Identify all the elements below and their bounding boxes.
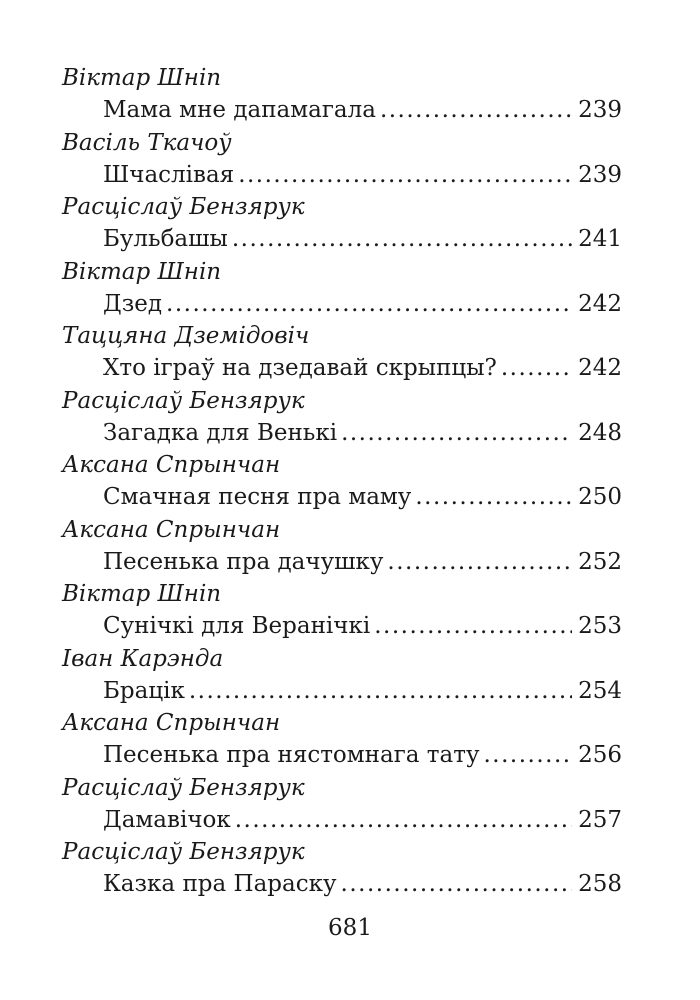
toc-line: [103, 352, 622, 384]
page-number: 681: [328, 915, 372, 941]
dot-leader: [232, 223, 572, 255]
toc-title: Мама мне дапамагала: [103, 97, 376, 123]
toc-page-number: 242: [578, 355, 622, 381]
toc-entry: [62, 127, 622, 192]
toc-author: Таццяна Дземідовіч: [62, 323, 310, 349]
toc-line: [103, 739, 622, 771]
toc-entry: [62, 836, 622, 901]
toc-author: Расціслаў Бензярук: [62, 387, 305, 414]
toc-page-number: 258: [578, 871, 622, 897]
toc-page-number: 254: [578, 677, 622, 704]
toc-entry: [62, 256, 622, 321]
toc-author: Аксана Спрынчан: [62, 452, 281, 478]
toc-page-number: 253: [578, 613, 622, 639]
toc-page-number: 250: [578, 484, 622, 510]
dot-leader: [380, 94, 572, 126]
dot-leader: [189, 675, 572, 707]
toc-title: Сунічкі для Веранічкі: [103, 613, 371, 639]
toc-title: Казка пра Параску: [103, 871, 337, 897]
toc-line: [103, 417, 622, 449]
toc-entry: [62, 320, 622, 385]
toc-author: Віктар Шніп: [62, 581, 222, 607]
toc-author: Віктар Шніп: [62, 258, 222, 285]
toc-title: Смачная песня пра маму: [103, 484, 412, 510]
toc-page-number: 241: [578, 226, 622, 252]
toc-page-number: 256: [578, 742, 622, 768]
toc-author: Расціслаў Бензярук: [62, 194, 305, 220]
dot-leader: [341, 868, 573, 900]
toc-line: [103, 288, 622, 320]
toc-line: [103, 159, 622, 191]
dot-leader: [387, 546, 572, 578]
dot-leader: [483, 739, 572, 771]
toc-title: Шчаслівая: [103, 161, 235, 188]
toc-author: Васіль Ткачоў: [62, 129, 232, 156]
toc-title: Дзед: [103, 290, 163, 317]
toc-author: Іван Карэнда: [62, 645, 224, 672]
toc-entry: [62, 514, 622, 579]
dot-leader: [238, 159, 572, 191]
toc-entry: [62, 62, 622, 127]
table-of-contents: [62, 62, 622, 901]
dot-leader: [166, 288, 572, 320]
dot-leader: [235, 804, 572, 836]
toc-page-number: 239: [578, 161, 622, 188]
toc-author: Аксана Спрынчан: [62, 516, 281, 543]
toc-title: Хто іграў на дзедавай скрыпцы?: [103, 355, 497, 381]
toc-title: Песенька пра нястомнага тату: [103, 742, 480, 768]
toc-page-number: 252: [578, 548, 622, 575]
toc-title: Бульбашы: [103, 226, 228, 252]
toc-title: Брацік: [103, 677, 185, 704]
toc-title: Загадка для Венькі: [103, 419, 338, 446]
toc-page-number: 239: [578, 97, 622, 123]
toc-author: Расціслаў Бензярук: [62, 839, 305, 865]
toc-author: Віктар Шніп: [62, 65, 222, 91]
toc-line: [103, 868, 622, 900]
toc-line: [103, 223, 622, 255]
toc-line: [103, 675, 622, 707]
toc-entry: [62, 707, 622, 772]
toc-author: Аксана Спрынчан: [62, 710, 281, 736]
dot-leader: [341, 417, 572, 449]
toc-line: [103, 610, 622, 642]
toc-entry: [62, 191, 622, 256]
toc-title: Дамавічок: [103, 806, 231, 833]
dot-leader: [415, 481, 572, 513]
toc-line: [103, 546, 622, 578]
toc-title: Песенька пра дачушку: [103, 548, 384, 575]
toc-entry: [62, 772, 622, 837]
toc-page-number: 248: [578, 419, 622, 446]
dot-leader: [374, 610, 572, 642]
toc-entry: [62, 449, 622, 514]
toc-entry: [62, 578, 622, 643]
toc-entry: [62, 385, 622, 450]
toc-author: Расціслаў Бензярук: [62, 774, 305, 801]
toc-line: [103, 94, 622, 126]
toc-page-number: 242: [578, 290, 622, 317]
toc-line: [103, 804, 622, 836]
toc-line: [103, 481, 622, 513]
dot-leader: [501, 352, 572, 384]
toc-page-number: 257: [578, 806, 622, 833]
toc-entry: [62, 643, 622, 708]
